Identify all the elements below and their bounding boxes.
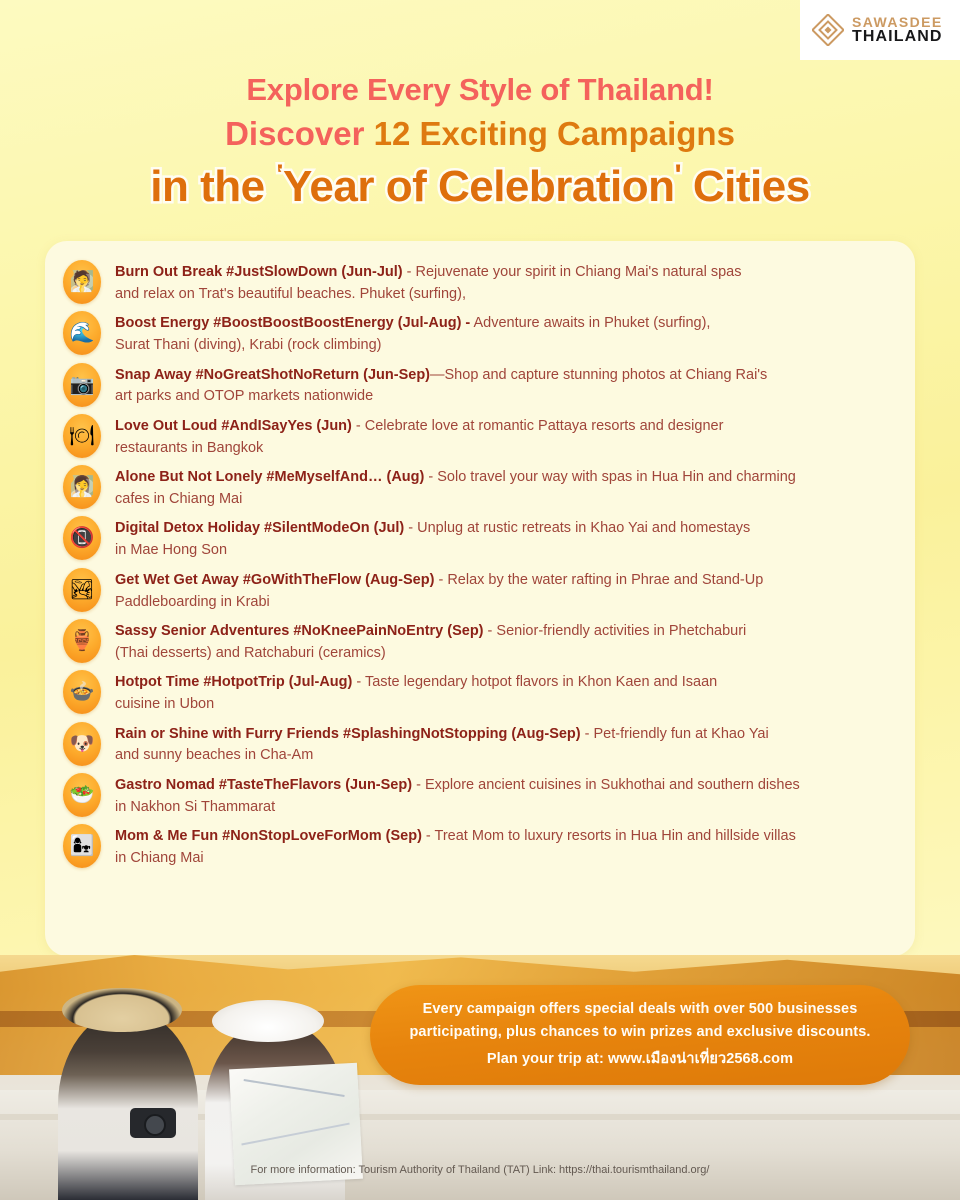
campaign-separator: -	[351, 417, 365, 434]
campaign-desc-line-1: Taste legendary hotpot flavors in Khon Kaen and Isaan	[364, 674, 718, 691]
campaign-desc-line-2: and relax on Trat's beautiful beaches. Phuket (surfing),	[115, 285, 466, 302]
spa-facial-mask-icon: 🧖‍♀️	[63, 465, 101, 509]
campaign-icon-wrap	[63, 361, 107, 407]
campaign-icon-wrap	[63, 720, 107, 766]
promo-line-3: Plan your trip at: www.เมืองน่าเที่ยว2568.com	[486, 1050, 794, 1067]
ocean-wave-icon: 🌊	[63, 311, 101, 355]
campaign-desc-line-2: (Thai desserts) and Ratchaburi (ceramics)	[115, 644, 386, 661]
campaign-desc-line-1: Celebrate love at romantic Pattaya resorts and designer	[364, 417, 724, 434]
campaign-desc-line-1: Treat Mom to luxury resorts in Hua Hin and hillside villas	[434, 828, 796, 845]
logo-text-top: SAWASDEE	[852, 14, 943, 30]
campaign-desc-line-1: Explore ancient cuisines in Sukhothai and southern dishes	[424, 776, 800, 793]
promo-line-1: Every campaign offers special deals with over 500 businesses	[422, 1000, 858, 1017]
campaign-title: Boost Energy #BoostBoostBoostEnergy (Jul-Aug) -	[115, 315, 471, 332]
campaign-separator: -	[483, 623, 497, 640]
campaign-desc-line-2: Paddleboarding in Krabi	[115, 593, 270, 610]
campaign-text	[107, 258, 905, 304]
campaign-desc-line-1: Unplug at rustic retreats in Khao Yai and homestays	[417, 520, 751, 537]
quote-open: '	[276, 159, 283, 192]
campaign-text	[107, 361, 905, 407]
list-item	[63, 463, 905, 509]
diamond-lattice-logo-icon	[812, 14, 844, 46]
campaign-desc-line-2: in Mae Hong Son	[115, 542, 228, 559]
campaign-desc-line-2: in Chiang Mai	[115, 849, 204, 866]
no-mobile-phone-icon: 📵	[63, 516, 101, 560]
list-item	[63, 822, 905, 868]
heart-plate-cutlery-icon: 🍽	[63, 414, 101, 458]
headline-year-of-celebration: Year of Celebration	[283, 162, 675, 211]
list-item	[63, 668, 905, 714]
campaign-icon-wrap	[63, 309, 107, 355]
campaign-title: Gastro Nomad #TasteTheFlavors (Jun-Sep)	[115, 776, 413, 793]
campaign-desc-line-1: Solo travel your way with spas in Hua Hin and charming	[437, 469, 796, 486]
camera-icon: 📷	[63, 363, 101, 407]
campaign-text	[107, 463, 905, 509]
campaign-desc-line-2: and sunny beaches in Cha-Am	[115, 747, 314, 764]
campaign-text	[107, 309, 905, 355]
campaign-icon-wrap	[63, 463, 107, 509]
headline-discover: Discover	[225, 115, 374, 152]
campaign-icon-wrap	[63, 617, 107, 663]
campaign-icon-wrap	[63, 668, 107, 714]
list-item	[63, 514, 905, 560]
campaign-separator: -	[424, 469, 438, 486]
list-item	[63, 720, 905, 766]
campaign-separator: -	[412, 776, 425, 793]
campaign-title: Burn Out Break #JustSlowDown (Jun-Jul)	[115, 264, 403, 280]
straw-hat-icon	[62, 988, 182, 1032]
campaign-separator: -	[580, 725, 594, 742]
headline-campaigns: 12 Exciting Campaigns	[373, 115, 735, 152]
campaign-icon-wrap	[63, 822, 107, 868]
campaign-title: Mom & Me Fun #NonStopLoveForMom (Sep)	[115, 828, 422, 845]
list-item	[63, 309, 905, 355]
sawasdee-thailand-logo	[800, 0, 960, 60]
logo-text-bottom: THAILAND	[852, 28, 943, 45]
campaign-title: Sassy Senior Adventures #NoKneePainNoEntry (Sep)	[115, 623, 484, 640]
campaign-separator: —	[430, 366, 445, 383]
campaign-icon-wrap	[63, 514, 107, 560]
campaign-separator: -	[421, 828, 435, 845]
campaign-title: Love Out Loud #AndISayYes (Jun)	[115, 417, 352, 434]
campaign-desc-line-1: Senior-friendly activities in Phetchaburi	[496, 623, 747, 640]
campaign-separator: -	[434, 571, 448, 588]
campaign-icon-wrap	[63, 771, 107, 817]
campaign-text	[107, 720, 905, 766]
list-item	[63, 566, 905, 612]
campaign-separator: -	[402, 264, 416, 280]
campaign-desc-line-2: cafes in Chiang Mai	[115, 490, 243, 507]
campaign-title: Alone But Not Lonely #MeMyselfAnd… (Aug)	[115, 469, 425, 486]
pottery-wheel-icon: 🏺	[63, 619, 101, 663]
campaign-text	[107, 771, 905, 817]
campaign-desc-line-1: Shop and capture stunning photos at Chiang Rai's	[444, 366, 768, 383]
campaign-desc-line-1: Rejuvenate your spirit in Chiang Mai's natural spas	[415, 264, 742, 280]
campaign-text	[107, 514, 905, 560]
footer-note: For more information: Tourism Authority of Thailand (TAT) Link: https://thai.tourismthailand.org/	[250, 1164, 710, 1176]
list-item	[63, 771, 905, 817]
camera-prop-icon	[130, 1108, 176, 1138]
dog-and-cat-icon: 🐶	[63, 722, 101, 766]
campaign-desc-line-1: Pet-friendly fun at Khao Yai	[593, 725, 769, 742]
campaign-text	[107, 668, 905, 714]
list-item	[63, 412, 905, 458]
promo-banner	[370, 985, 910, 1085]
food-bowl-icon: 🥗	[63, 773, 101, 817]
campaign-title: Rain or Shine with Furry Friends #SplashingNotStopping (Aug-Sep)	[115, 725, 581, 742]
spa-stones-icon: 🧖	[63, 260, 101, 304]
list-item	[63, 617, 905, 663]
campaign-icon-wrap	[63, 412, 107, 458]
campaign-desc-line-1: Adventure awaits in Phuket (surfing),	[473, 315, 711, 332]
campaign-title: Hotpot Time #HotpotTrip (Jul-Aug)	[115, 674, 353, 691]
list-item	[63, 258, 905, 304]
campaign-desc-line-2: Surat Thani (diving), Krabi (rock climbing)	[115, 337, 382, 354]
campaign-text	[107, 412, 905, 458]
river-trees-icon: 🏞	[63, 568, 101, 612]
hotpot-icon: 🍲	[63, 670, 101, 714]
promo-line-2: participating, plus chances to win prizes and exclusive discounts.	[409, 1023, 871, 1040]
campaign-title: Digital Detox Holiday #SilentModeOn (Jul)	[115, 520, 405, 537]
headline-line-2	[0, 117, 960, 150]
campaign-text	[107, 566, 905, 612]
bucket-hat-icon	[212, 1000, 324, 1042]
campaign-text	[107, 822, 905, 868]
list-item	[63, 361, 905, 407]
campaign-icon-wrap	[63, 566, 107, 612]
campaign-separator: -	[404, 520, 418, 537]
mom-and-child-icon: 👩‍👧	[63, 824, 101, 868]
headline-line-3	[0, 161, 960, 209]
headline-cities: Cities	[681, 162, 810, 211]
campaign-list-card	[45, 241, 915, 956]
campaign-desc-line-2: cuisine in Ubon	[115, 696, 215, 713]
campaign-separator: -	[352, 674, 365, 691]
campaign-desc-line-2: art parks and OTOP markets nationwide	[115, 388, 374, 405]
quote-close: '	[674, 159, 682, 192]
campaign-desc-line-1: Relax by the water rafting in Phrae and Stand-Up	[447, 571, 764, 588]
campaign-icon-wrap	[63, 258, 107, 304]
campaign-text	[107, 617, 905, 663]
campaign-list	[45, 258, 915, 869]
headline-in-the: in the	[150, 162, 277, 211]
campaign-desc-line-2: in Nakhon Si Thammarat	[115, 798, 276, 815]
campaign-title: Snap Away #NoGreatShotNoReturn (Jun-Sep)	[115, 366, 431, 383]
page-title	[0, 74, 960, 209]
campaign-title: Get Wet Get Away #GoWithTheFlow (Aug-Sep)	[115, 571, 435, 588]
headline-line-1: Explore Every Style of Thailand!	[246, 72, 714, 107]
campaign-desc-line-2: restaurants in Bangkok	[115, 439, 264, 456]
